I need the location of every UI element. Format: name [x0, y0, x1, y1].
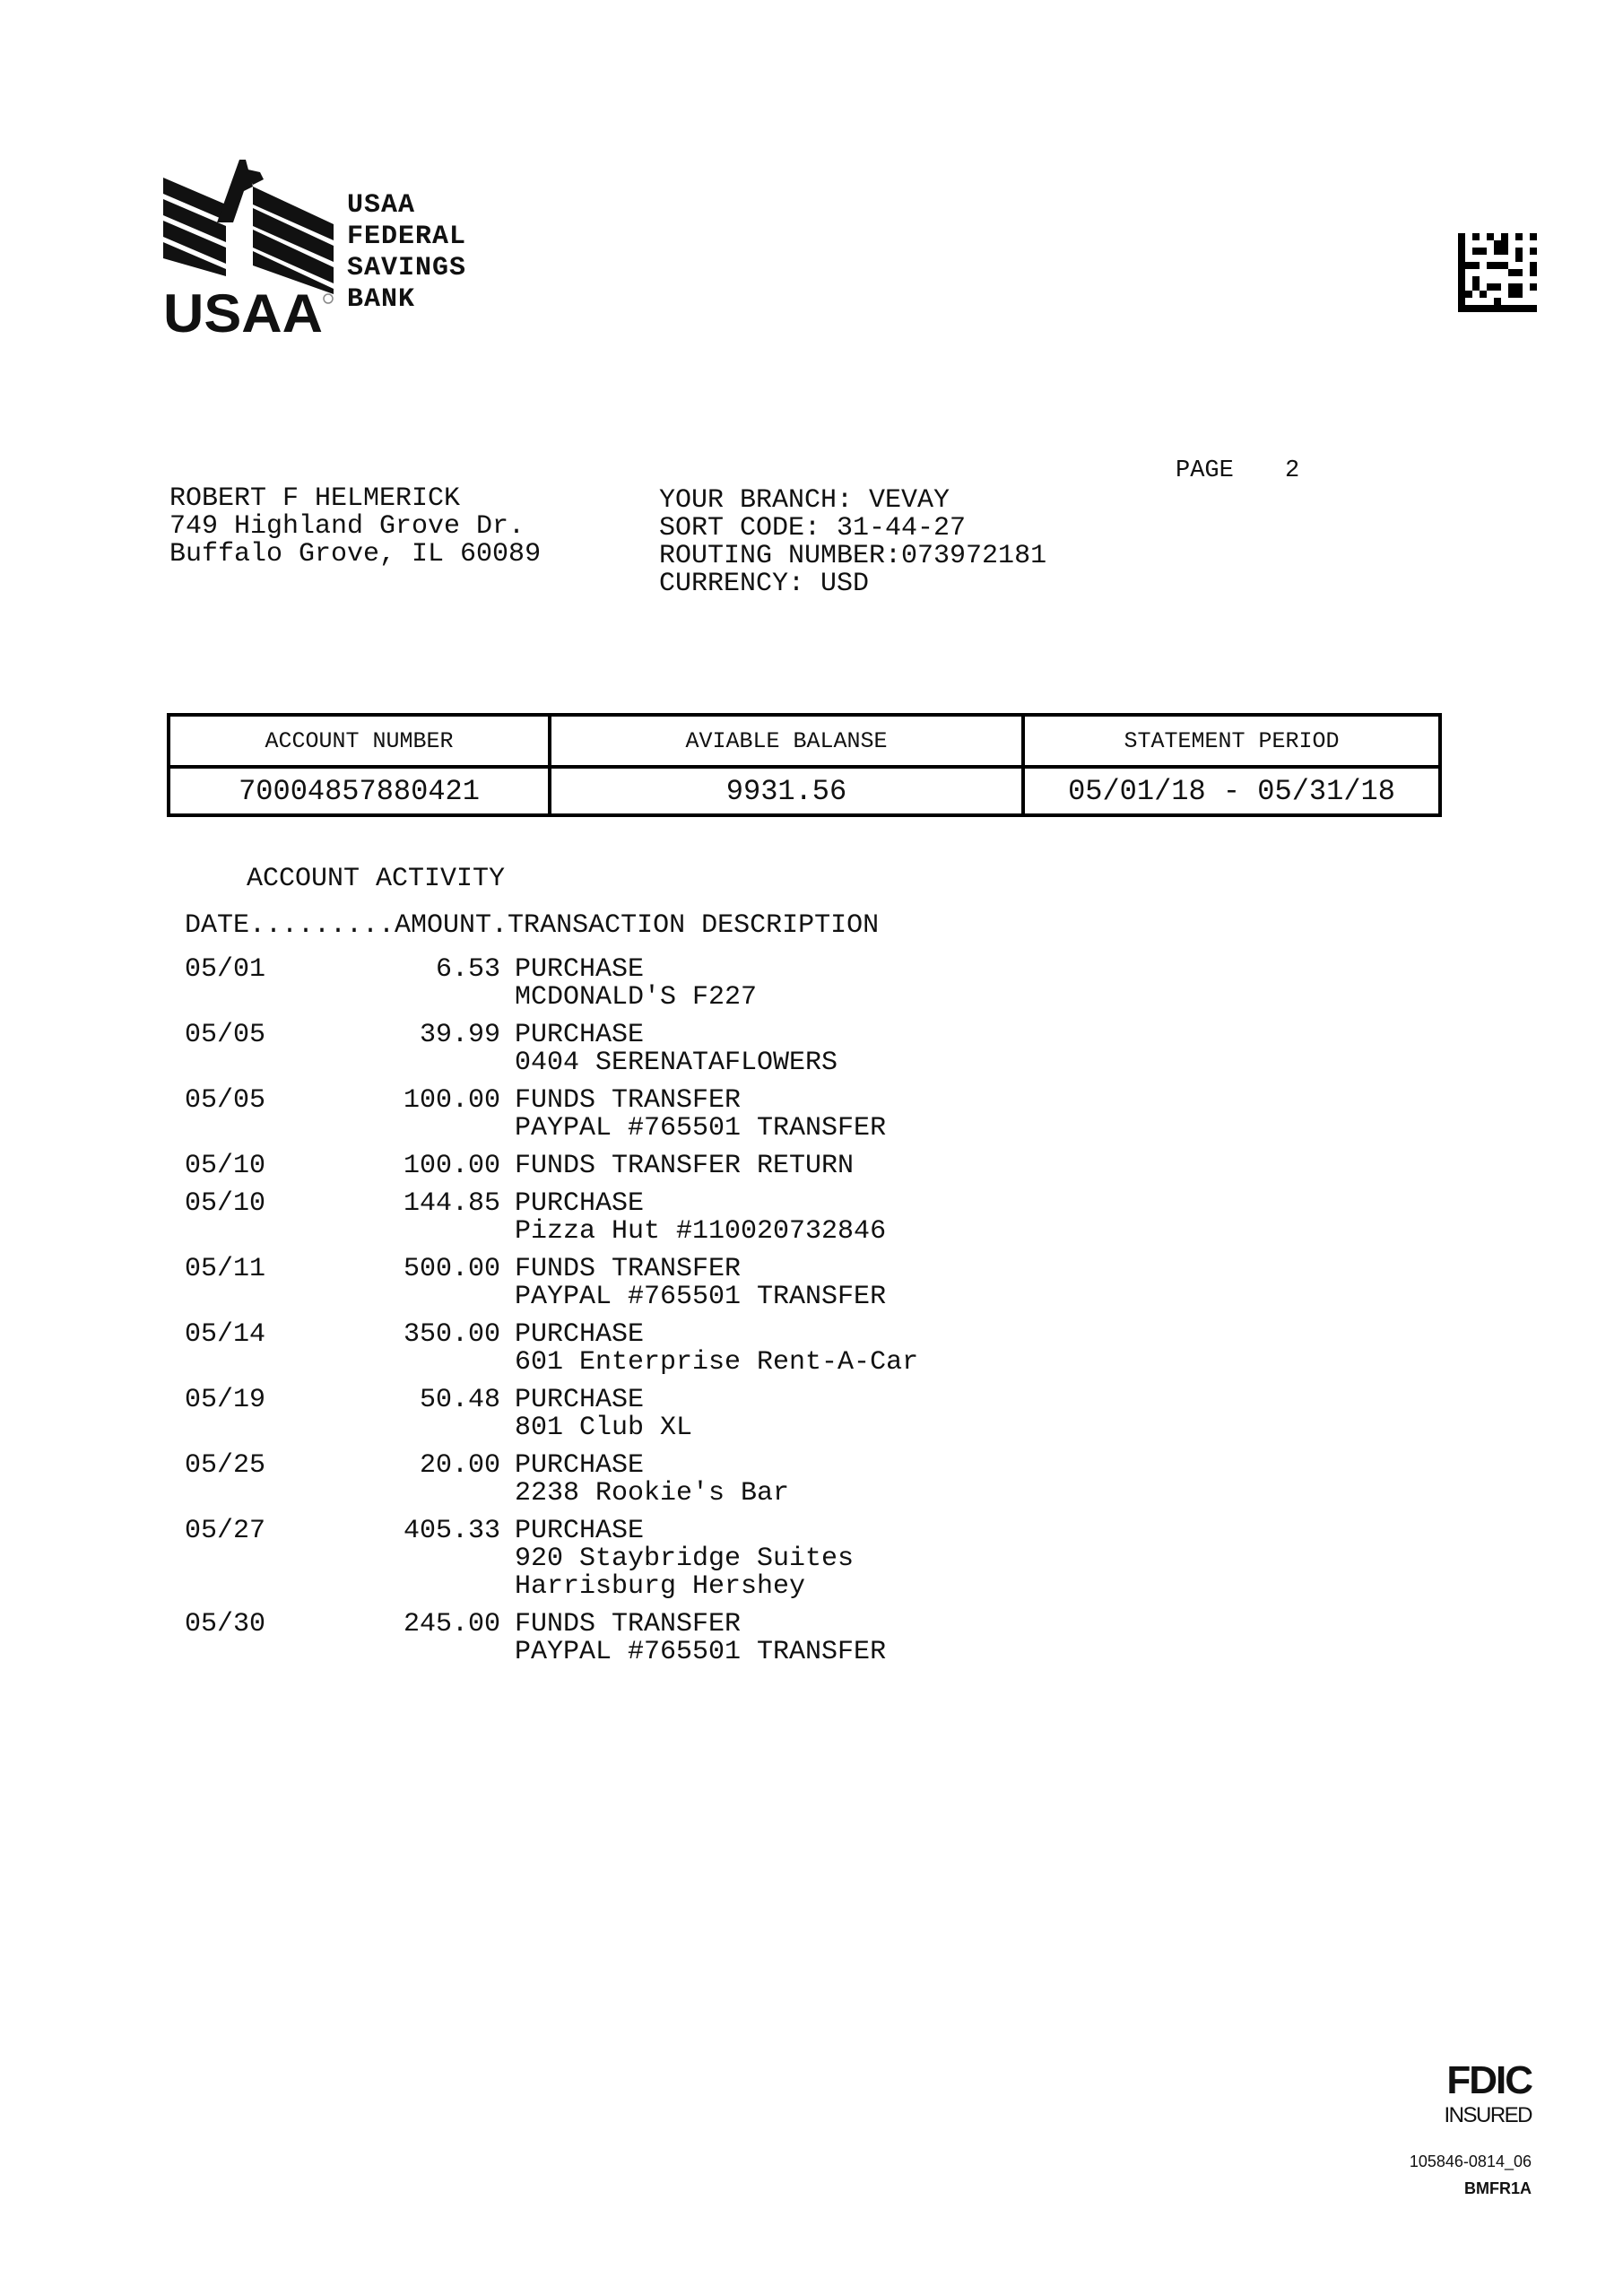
logo-wordmark: USAA	[163, 283, 323, 335]
transaction-amount: 39.99	[419, 1020, 500, 1050]
transaction-description: MCDONALD'S F227	[515, 982, 758, 1013]
document-code: 105846-0814_06	[1409, 2152, 1532, 2170]
transaction-date: 05/10	[185, 1151, 266, 1181]
transaction-row	[185, 956, 918, 1012]
available-balance: 9931.56	[550, 767, 1023, 815]
transaction-row	[185, 1152, 918, 1180]
transaction-date: 05/19	[185, 1385, 266, 1415]
address-line-1: 749 Highland Grove Dr.	[169, 511, 525, 542]
transaction-amount: 100.00	[403, 1151, 500, 1181]
transaction-description: PAYPAL #765501 TRANSFER	[515, 1113, 887, 1144]
transaction-amount: 144.85	[403, 1188, 500, 1219]
account-summary-table	[167, 713, 1442, 817]
transaction-description: FUNDS TRANSFER	[515, 1085, 742, 1116]
page-number: 2	[1285, 457, 1300, 484]
transaction-date: 05/11	[185, 1254, 266, 1284]
transaction-amount: 100.00	[403, 1085, 500, 1116]
transaction-amount: 6.53	[435, 954, 500, 985]
fdic-insured: INSURED	[1444, 2103, 1532, 2127]
transaction-list	[185, 956, 918, 1676]
branch-info	[659, 487, 1046, 598]
transaction-description: PAYPAL #765501 TRANSFER	[515, 1282, 887, 1312]
transaction-description: PURCHASE	[515, 954, 645, 985]
transaction-description: FUNDS TRANSFER	[515, 1254, 742, 1284]
transaction-row	[185, 1611, 918, 1666]
header-account-number: ACCOUNT NUMBER	[169, 715, 550, 767]
statement-period: 05/01/18 - 05/31/18	[1023, 767, 1440, 815]
transaction-description: 801 Club XL	[515, 1413, 693, 1443]
transaction-description: 0404 SERENATAFLOWERS	[515, 1048, 838, 1078]
transaction-row	[185, 1387, 918, 1442]
account-number: 70004857880421	[169, 767, 550, 815]
bank-name-line: FEDERAL	[347, 222, 467, 252]
datamatrix-barcode-icon	[1458, 233, 1537, 312]
transaction-description: PURCHASE	[515, 1319, 645, 1350]
bank-name-line: SAVINGS	[347, 253, 467, 283]
transaction-row	[185, 1452, 918, 1508]
bank-name-line: USAA	[347, 190, 416, 221]
transaction-amount: 50.48	[419, 1385, 500, 1415]
transaction-date: 05/10	[185, 1188, 266, 1219]
transaction-date: 05/05	[185, 1085, 266, 1116]
transaction-amount: 500.00	[403, 1254, 500, 1284]
page-label: PAGE	[1176, 457, 1234, 484]
transaction-description: PURCHASE	[515, 1020, 645, 1050]
transaction-amount: 405.33	[403, 1516, 500, 1546]
transaction-description: 920 Staybridge Suites	[515, 1544, 855, 1574]
currency: CURRENCY: USD	[659, 569, 870, 599]
transaction-row	[185, 1518, 918, 1601]
transaction-row	[185, 1087, 918, 1143]
transaction-description: FUNDS TRANSFER	[515, 1609, 742, 1639]
activity-header: DATE.........AMOUNT.TRANSACTION DESCRIPTION	[185, 910, 880, 941]
transaction-row	[185, 1022, 918, 1077]
usaa-eagle-logo	[163, 160, 334, 335]
transaction-date: 05/05	[185, 1020, 266, 1050]
transaction-row	[185, 1256, 918, 1311]
customer-address	[169, 485, 541, 569]
fdic-logo: FDIC	[1446, 2058, 1532, 2102]
transaction-description: PURCHASE	[515, 1188, 645, 1219]
transaction-amount: 350.00	[403, 1319, 500, 1350]
transaction-description: PURCHASE	[515, 1450, 645, 1481]
transaction-amount: 20.00	[419, 1450, 500, 1481]
bank-name	[347, 190, 466, 316]
activity-title: ACCOUNT ACTIVITY	[247, 864, 506, 894]
transaction-date: 05/01	[185, 954, 266, 985]
transaction-row	[185, 1190, 918, 1246]
transaction-amount: 245.00	[403, 1609, 500, 1639]
transaction-date: 05/27	[185, 1516, 266, 1546]
routing-number: ROUTING NUMBER:073972181	[659, 541, 1047, 571]
transaction-description: Pizza Hut #110020732846	[515, 1216, 887, 1247]
transaction-description: 601 Enterprise Rent-A-Car	[515, 1347, 919, 1378]
bank-name-line: BANK	[347, 284, 416, 315]
form-code: BMFR1A	[1464, 2179, 1532, 2197]
transaction-description: PAYPAL #765501 TRANSFER	[515, 1637, 887, 1667]
transaction-date: 05/30	[185, 1609, 266, 1639]
transaction-date: 05/25	[185, 1450, 266, 1481]
customer-name: ROBERT F HELMERICK	[169, 483, 461, 514]
transaction-date: 05/14	[185, 1319, 266, 1350]
transaction-description: PURCHASE	[515, 1385, 645, 1415]
registered-mark-icon	[324, 294, 333, 303]
sort-code: SORT CODE: 31-44-27	[659, 513, 967, 544]
transaction-description: Harrisburg Hershey	[515, 1571, 806, 1602]
transaction-description: PURCHASE	[515, 1516, 645, 1546]
transaction-row	[185, 1321, 918, 1377]
header-available-balance: AVIABLE BALANSE	[550, 715, 1023, 767]
header-statement-period: STATEMENT PERIOD	[1023, 715, 1440, 767]
transaction-description: 2238 Rookie's Bar	[515, 1478, 790, 1509]
address-line-2: Buffalo Grove, IL 60089	[169, 539, 542, 570]
transaction-description: FUNDS TRANSFER RETURN	[515, 1151, 855, 1181]
branch-name: YOUR BRANCH: VEVAY	[659, 485, 950, 516]
